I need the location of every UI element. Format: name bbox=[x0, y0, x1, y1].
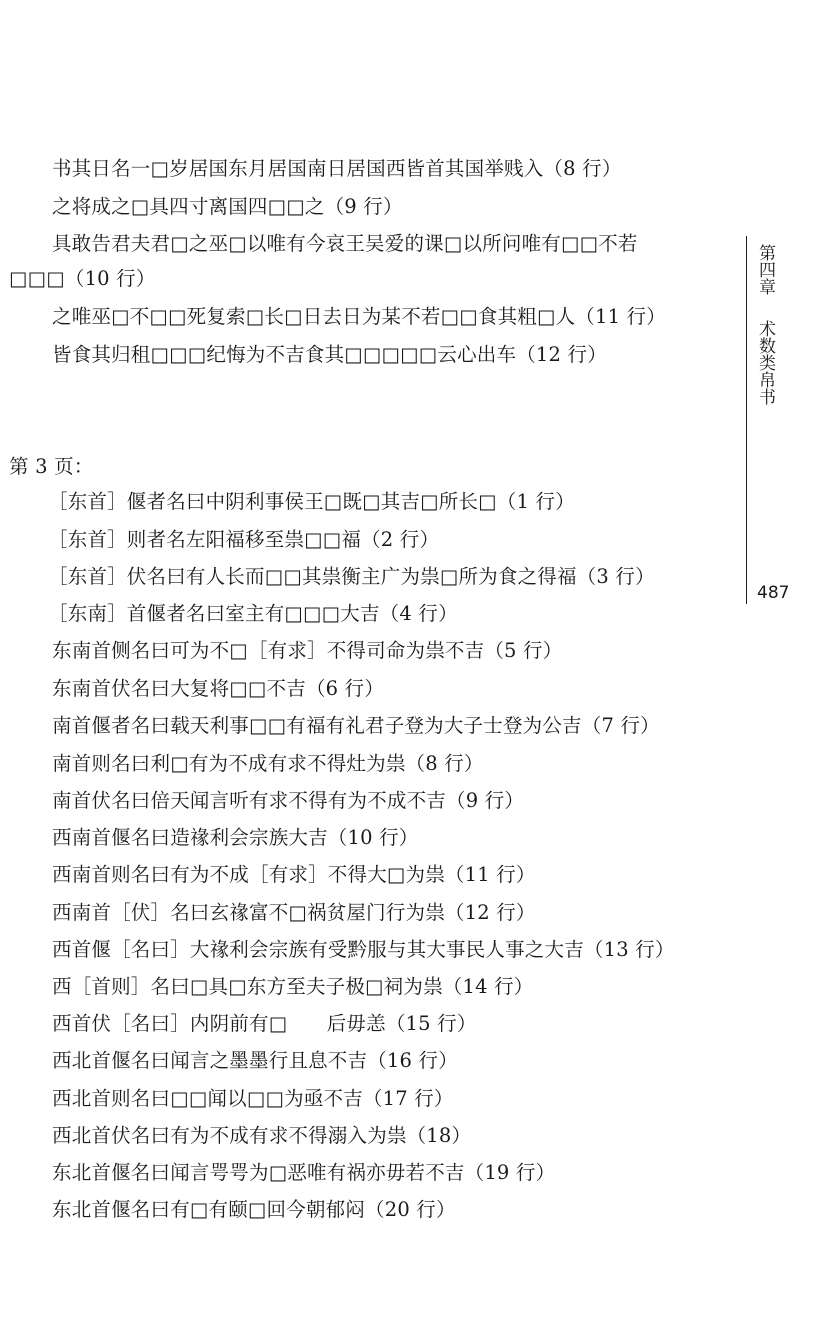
text-line: ［东南］首偃者名曰室主有□□□大吉（4 行） bbox=[48, 602, 458, 625]
text-line: ［东首］偃者名曰中阴利事侯王□既□其吉□所长□（1 行） bbox=[48, 490, 575, 513]
margin-rule bbox=[746, 236, 747, 590]
section-heading: 第 3 页： bbox=[9, 455, 94, 478]
text-line: 西南首［伏］名曰玄禒富不□祸贫屋门行为祟（12 行） bbox=[52, 901, 536, 924]
text-line: 西南首偃名曰造禒利会宗族大吉（10 行） bbox=[52, 826, 419, 849]
page-number-rule bbox=[746, 580, 747, 604]
text-line: ［东首］伏名曰有人长而□□其祟衡主广为祟□所为食之得福（3 行） bbox=[48, 565, 655, 588]
chapter-label: 第四章 bbox=[755, 244, 775, 295]
chapter-title: 术数类帛书 bbox=[755, 320, 775, 405]
text-line: 东北首偃名曰有□有颐□回今朝郁闷（20 行） bbox=[52, 1198, 456, 1221]
text-line: 书其日名一□岁居国东月居国南日居国西皆首其国举贱入（8 行） bbox=[52, 157, 622, 180]
text-line: ［东首］则者名左阳福移至祟□□福（2 行） bbox=[48, 528, 440, 551]
text-line: 西首伏［名曰］内阴前有□ 后毋恙（15 行） bbox=[52, 1012, 477, 1035]
text-line: 西南首则名曰有为不成［有求］不得大□为祟（11 行） bbox=[52, 863, 536, 886]
text-line: □□□（10 行） bbox=[9, 267, 156, 290]
text-line: 具敢告君夫君□之巫□以唯有今哀王吴爱的课□以所问唯有□□不若 bbox=[52, 232, 638, 255]
text-line: 西北首偃名曰闻言之墨墨行且息不吉（16 行） bbox=[52, 1049, 458, 1072]
text-line: 之唯巫□不□□死复索□长□日去日为某不若□□食其粗□人（11 行） bbox=[52, 305, 667, 328]
text-line: 南首偃者名曰载天利事□□有福有礼君子登为大子士登为公吉（7 行） bbox=[52, 714, 660, 737]
text-line: 皆食其归租□□□纪悔为不吉食其□□□□□云心出车（12 行） bbox=[52, 343, 607, 366]
text-line: 南首则名曰利□有为不成有求不得灶为祟（8 行） bbox=[52, 752, 484, 775]
text-line: 西北首则名曰□□闻以□□为亟不吉（17 行） bbox=[52, 1087, 454, 1110]
text-line: 东北首偃名曰闻言咢咢为□恶唯有祸亦毋若不吉（19 行） bbox=[52, 1161, 556, 1184]
text-line: 之将成之□具四寸离国四□□之（9 行） bbox=[52, 195, 403, 218]
page-number: 487 bbox=[757, 583, 790, 603]
text-line: 西首偃［名曰］大禒利会宗族有受黔服与其大事民人事之大吉（13 行） bbox=[52, 938, 675, 961]
text-line: 南首伏名曰倍天闻言听有求不得有为不成不吉（9 行） bbox=[52, 789, 525, 812]
text-line: 东南首侧名曰可为不□［有求］不得司命为祟不吉（5 行） bbox=[52, 639, 563, 662]
text-line: 西北首伏名曰有为不成有求不得溺入为祟（18） bbox=[52, 1124, 472, 1147]
text-line: 东南首伏名曰大复将□□不吉（6 行） bbox=[52, 677, 385, 700]
text-line: 西［首则］名曰□具□东方至夫子极□祠为祟（14 行） bbox=[52, 975, 534, 998]
